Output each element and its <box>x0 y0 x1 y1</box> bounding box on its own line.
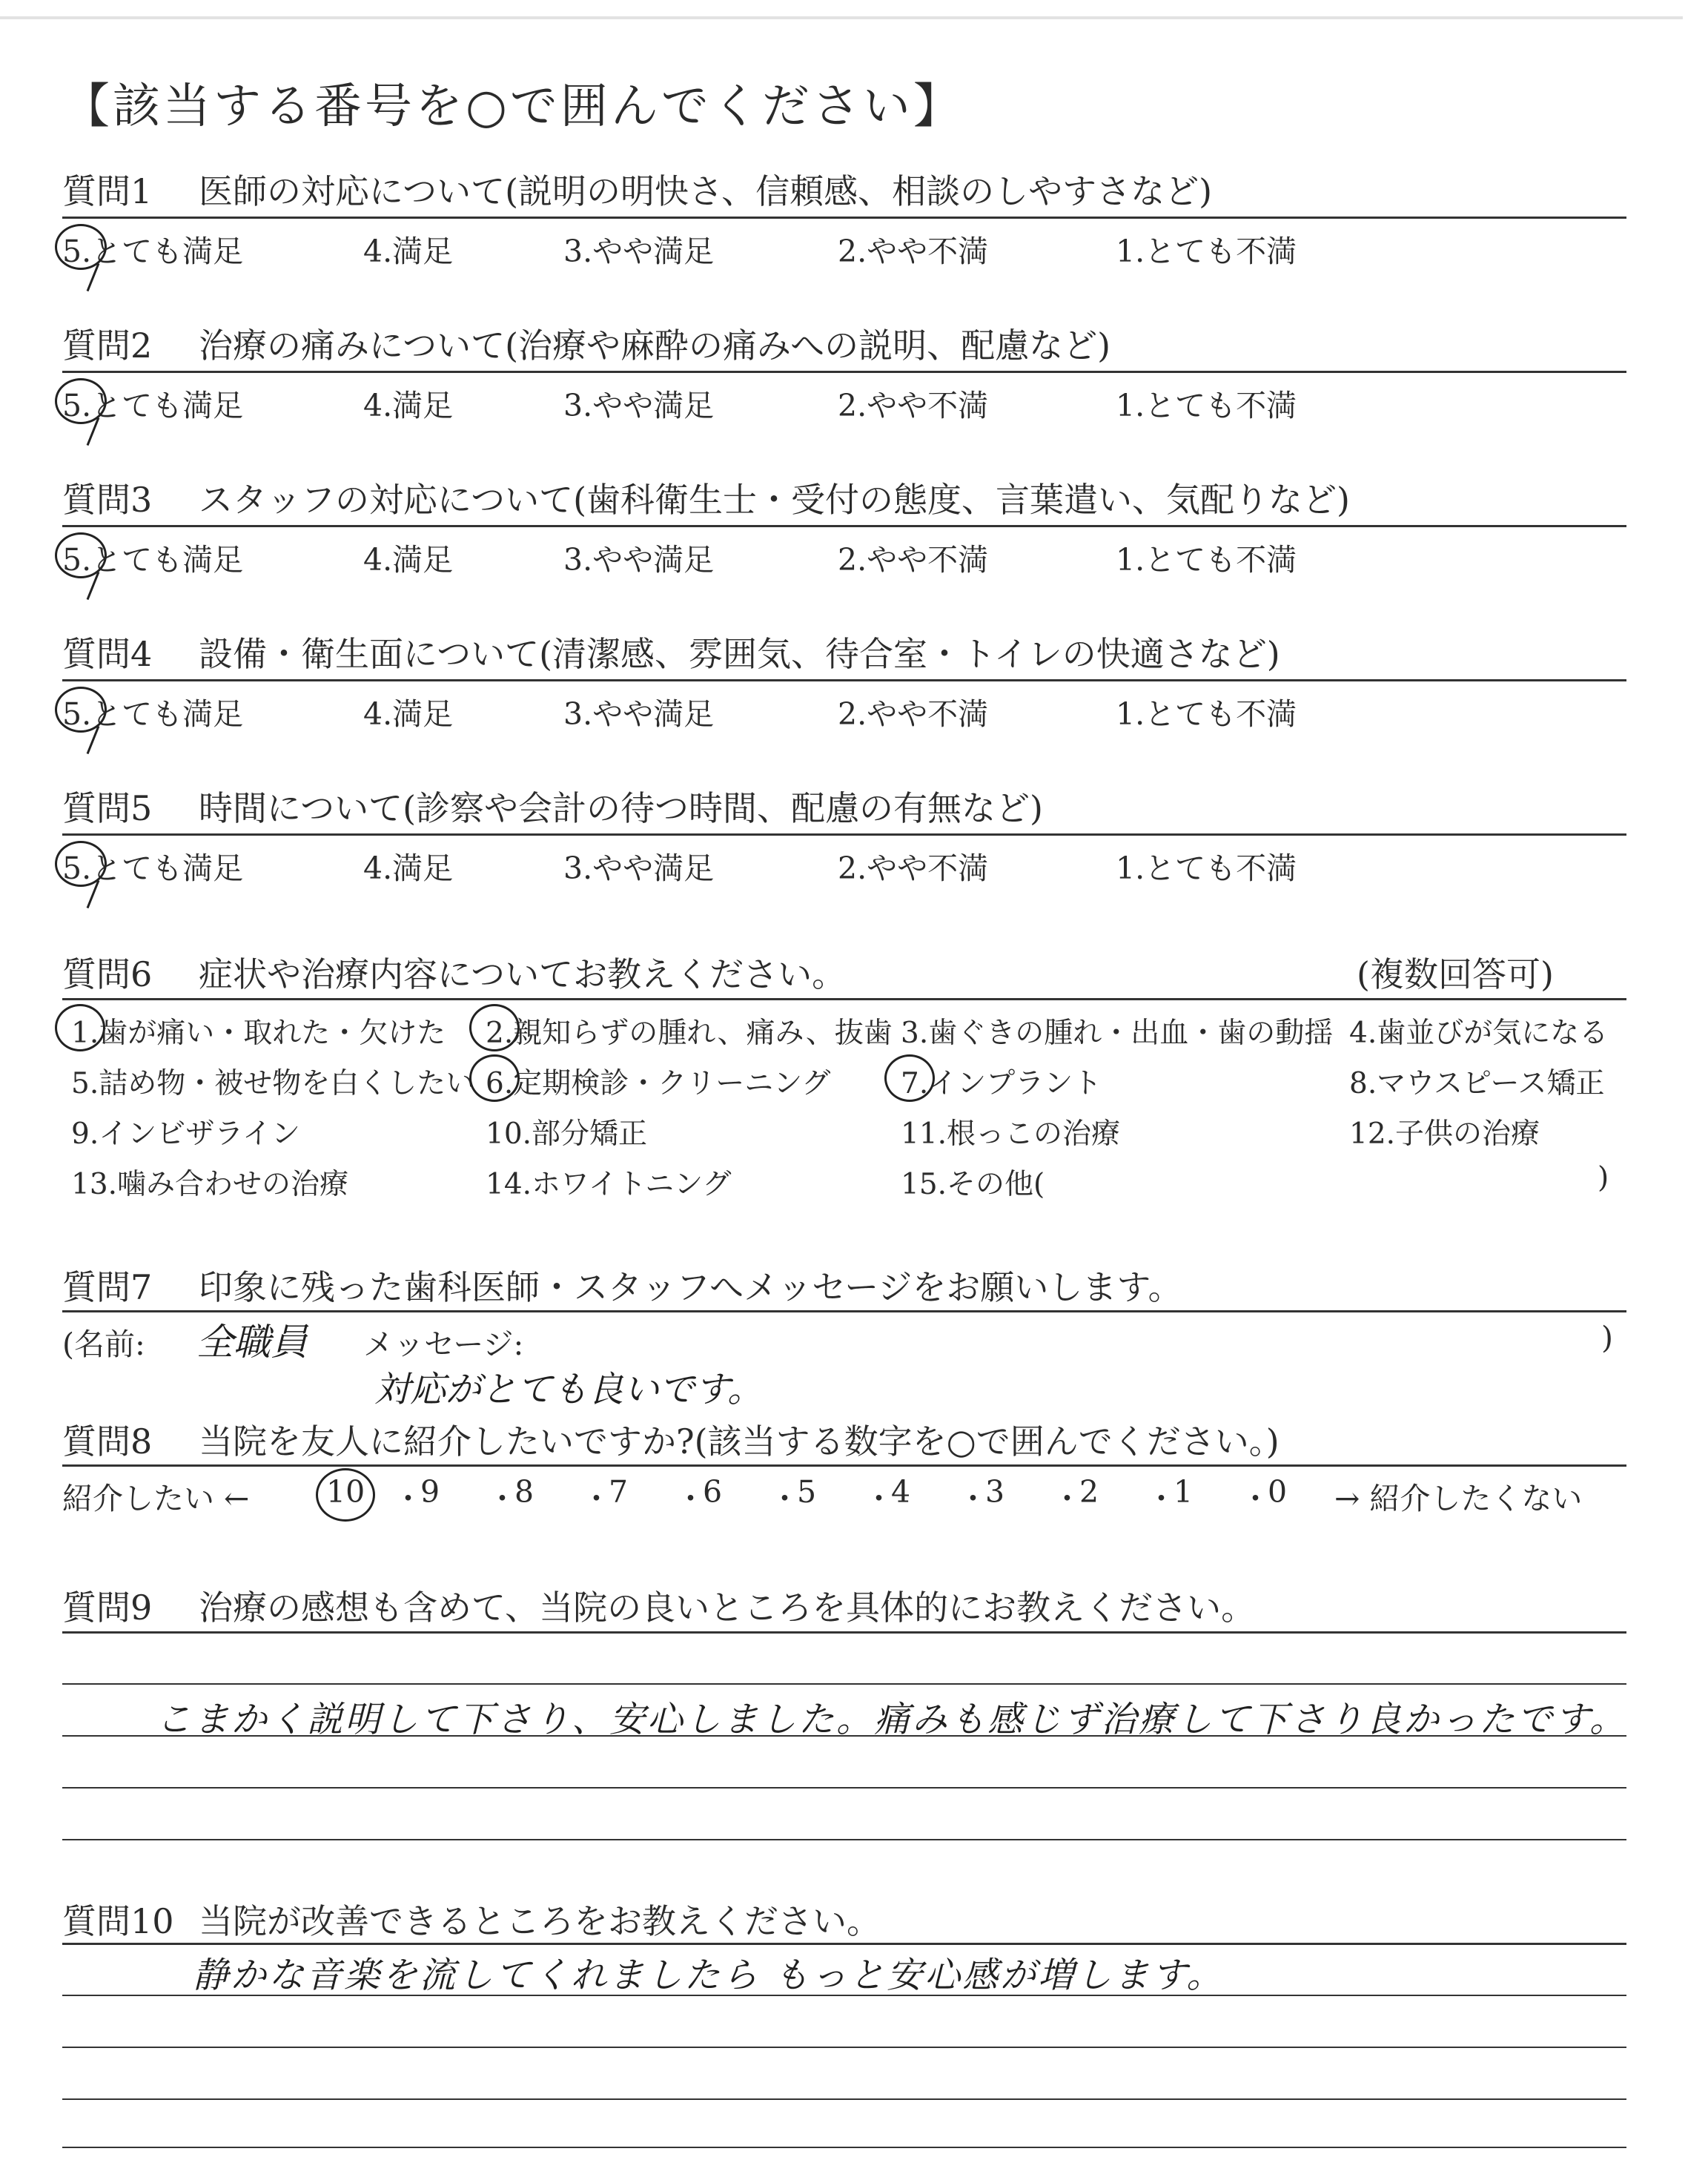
q9-answer[interactable]: こまかく説明して下さり、安心しました。痛みも感じず治療して下さり良かったです。 <box>156 1699 1628 1740</box>
q7-label: 質問7 <box>62 1267 153 1307</box>
q7-close-paren: ) <box>1601 1320 1613 1355</box>
divider <box>62 217 1626 219</box>
q8-right-label: → 紹介したくない <box>1334 1481 1583 1516</box>
q6-option-13[interactable]: 13.噛み合わせの治療 <box>71 1168 349 1201</box>
q2-label: 質問2 <box>62 326 153 366</box>
scale-separator: ・ <box>675 1481 706 1516</box>
q5-option-4[interactable]: 4.満足 <box>363 851 454 886</box>
scale-separator: ・ <box>769 1481 800 1516</box>
q7-name-value[interactable]: 全職員 <box>196 1321 308 1364</box>
q6-selection-circle-7 <box>884 1054 935 1102</box>
q8-scale-5[interactable]: 5 <box>797 1474 817 1510</box>
divider <box>62 679 1626 681</box>
q1-option-2[interactable]: 2.やや不満 <box>838 234 989 269</box>
q6-selection-circle-1 <box>55 1004 105 1051</box>
q5-option-1[interactable]: 1.とても不満 <box>1116 851 1297 886</box>
q3-option-3[interactable]: 3.やや満足 <box>563 542 715 578</box>
divider <box>62 1631 1626 1634</box>
q1-option-4[interactable]: 4.満足 <box>363 234 454 269</box>
q8-selection-circle <box>316 1468 375 1522</box>
q6-option-15[interactable]: 15.その他( <box>901 1168 1045 1201</box>
q6-option-11[interactable]: 11.根っこの治療 <box>901 1117 1121 1151</box>
q3-text: スタッフの対応について(歯科衛生士・受付の態度、言葉遣い、気配りなど) <box>199 480 1350 520</box>
q8-scale-4[interactable]: 4 <box>891 1474 911 1510</box>
q4-option-5[interactable]: 5.とても満足 <box>62 696 244 732</box>
q6-note: (複数回答可) <box>1357 954 1554 994</box>
q7-name-label: (名前: <box>62 1327 145 1362</box>
q1-option-5[interactable]: 5.とても満足 <box>62 234 244 269</box>
answer-line <box>62 1683 1626 1685</box>
q9-label: 質問9 <box>62 1588 153 1628</box>
q8-left-label: 紹介したい ← <box>62 1481 250 1516</box>
q8-scale-2[interactable]: 2 <box>1079 1474 1099 1510</box>
q8-scale-9[interactable]: 9 <box>420 1474 440 1510</box>
divider <box>62 525 1626 527</box>
q2-option-4[interactable]: 4.満足 <box>363 388 454 423</box>
q6-option-7[interactable]: 7.インプラント <box>901 1067 1102 1100</box>
q6-selection-circle-2 <box>469 1004 520 1051</box>
q5-option-3[interactable]: 3.やや満足 <box>563 851 715 886</box>
q4-text: 設備・衛生面について(清潔感、雰囲気、待合室・トイレの快適さなど) <box>199 634 1280 674</box>
answer-line <box>62 2147 1626 2148</box>
divider <box>62 1943 1626 1945</box>
q3-option-4[interactable]: 4.満足 <box>363 542 454 578</box>
q4-option-2[interactable]: 2.やや不満 <box>838 696 989 732</box>
q5-option-2[interactable]: 2.やや不満 <box>838 851 989 886</box>
answer-line <box>62 1839 1626 1840</box>
q3-option-1[interactable]: 1.とても不満 <box>1116 542 1297 578</box>
q8-label: 質問8 <box>62 1421 153 1462</box>
scan-edge <box>0 16 1683 19</box>
q6-label: 質問6 <box>62 954 153 994</box>
q8-scale-3[interactable]: 3 <box>985 1474 1005 1510</box>
q1-option-1[interactable]: 1.とても不満 <box>1116 234 1297 269</box>
q8-scale-1[interactable]: 1 <box>1174 1474 1194 1510</box>
q6-selection-circle-6 <box>469 1054 520 1102</box>
divider <box>62 833 1626 836</box>
q5-text: 時間について(診察や会計の待つ時間、配慮の有無など) <box>199 788 1043 828</box>
q3-option-5[interactable]: 5.とても満足 <box>62 542 244 578</box>
q10-text: 当院が改善できるところをお教えください。 <box>199 1901 881 1941</box>
q2-option-1[interactable]: 1.とても不満 <box>1116 388 1297 423</box>
q2-option-3[interactable]: 3.やや満足 <box>563 388 715 423</box>
q3-option-2[interactable]: 2.やや不満 <box>838 542 989 578</box>
q6-option-4[interactable]: 4.歯並びが気になる <box>1349 1017 1609 1050</box>
q4-option-3[interactable]: 3.やや満足 <box>563 696 715 732</box>
q7-text: 印象に残った歯科医師・スタッフへメッセージをお願いします。 <box>199 1267 1182 1307</box>
q6-option-12[interactable]: 12.子供の治療 <box>1349 1117 1540 1151</box>
q4-option-4[interactable]: 4.満足 <box>363 696 454 732</box>
q5-option-5[interactable]: 5.とても満足 <box>62 851 244 886</box>
q3-label: 質問3 <box>62 480 153 520</box>
q2-option-2[interactable]: 2.やや不満 <box>838 388 989 423</box>
scale-separator: ・ <box>393 1481 423 1516</box>
q7-message-value[interactable]: 対応がとても良いです。 <box>374 1369 764 1410</box>
q6-option-8[interactable]: 8.マウスピース矯正 <box>1349 1067 1605 1100</box>
divider <box>62 371 1626 373</box>
scale-separator: ・ <box>1052 1481 1082 1516</box>
q1-option-3[interactable]: 3.やや満足 <box>563 234 715 269</box>
q5-label: 質問5 <box>62 788 153 828</box>
divider <box>62 1464 1626 1467</box>
divider <box>62 998 1626 1000</box>
scale-separator: ・ <box>1240 1481 1271 1516</box>
q8-text: 当院を友人に紹介したいですか?(該当する数字を○で囲んでください。) <box>199 1421 1280 1462</box>
q6-option-5[interactable]: 5.詰め物・被せ物を白くしたい <box>71 1067 475 1100</box>
q6-option-6[interactable]: 6.定期検診・クリーニング <box>486 1067 831 1100</box>
q6-other-close: ) <box>1598 1161 1609 1195</box>
answer-line <box>62 2047 1626 2048</box>
q6-option-14[interactable]: 14.ホワイトニング <box>486 1168 732 1201</box>
q6-option-10[interactable]: 10.部分矯正 <box>486 1117 648 1151</box>
q7-message-label: メッセージ: <box>363 1327 524 1362</box>
scale-separator: ・ <box>581 1481 612 1516</box>
q10-label: 質問10 <box>62 1901 174 1941</box>
q8-scale-10[interactable]: 10 <box>326 1474 365 1510</box>
q6-option-3[interactable]: 3.歯ぐきの腫れ・出血・歯の動揺 <box>901 1017 1334 1050</box>
q6-option-9[interactable]: 9.インビザライン <box>71 1117 301 1151</box>
q10-answer[interactable]: 静かな音楽を流してくれましたら もっと安心感が増します。 <box>193 1955 1225 1996</box>
q4-label: 質問4 <box>62 634 153 674</box>
q6-option-1[interactable]: 1.歯が痛い・取れた・欠けた <box>71 1017 446 1050</box>
scale-separator: ・ <box>864 1481 894 1516</box>
q1-text: 医師の対応について(説明の明快さ、信頼感、相談のしやすさなど) <box>199 171 1213 211</box>
q8-scale-0[interactable]: 0 <box>1268 1474 1288 1510</box>
q8-scale-7[interactable]: 7 <box>609 1474 629 1510</box>
answer-line <box>62 1787 1626 1789</box>
q2-option-5[interactable]: 5.とても満足 <box>62 388 244 423</box>
q9-text: 治療の感想も含めて、当院の良いところを具体的にお教えください。 <box>199 1588 1256 1628</box>
q2-text: 治療の痛みについて(治療や麻酔の痛みへの説明、配慮など) <box>199 326 1111 366</box>
q4-option-1[interactable]: 1.とても不満 <box>1116 696 1297 732</box>
q6-option-2[interactable]: 2.親知らずの腫れ、痛み、抜歯 <box>486 1017 893 1050</box>
form-title: 【該当する番号を○で囲んでください】 <box>62 79 964 134</box>
q6-text: 症状や治療内容についてお教えください。 <box>199 954 847 994</box>
scale-separator: ・ <box>958 1481 988 1516</box>
scale-separator: ・ <box>487 1481 517 1516</box>
q1-label: 質問1 <box>62 171 153 211</box>
scale-separator: ・ <box>1146 1481 1176 1516</box>
q8-scale-6[interactable]: 6 <box>703 1474 723 1510</box>
answer-line <box>62 2098 1626 2100</box>
q8-scale-8[interactable]: 8 <box>514 1474 534 1510</box>
